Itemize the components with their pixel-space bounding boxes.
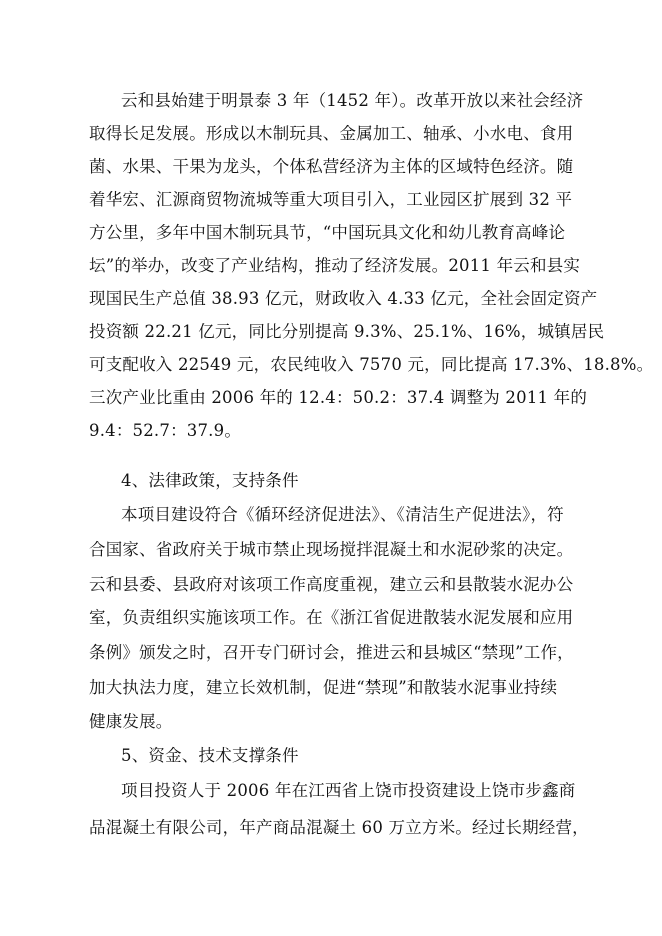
paragraph-2-line-6: 加大执法力度，建立长效机制，促进“禁现”和散装水泥事业持续 bbox=[89, 678, 558, 697]
paragraph-1-line-9: 可支配收入 22549 元，农民纯收入 7570 元，同比提高 17.3%、18.8%。 bbox=[89, 355, 654, 374]
paragraph-1-line-5: 方公里，多年中国木制玩具节，“中国玩具文化和幼儿教育高峰论 bbox=[89, 223, 566, 242]
paragraph-2-line-5: 条例》颁发之时，召开专门研讨会，推进云和县城区“禁现”工作， bbox=[89, 643, 574, 662]
section-heading-5: 5、资金、技术支撑条件 bbox=[121, 746, 299, 765]
paragraph-1-line-10: 三次产业比重由 2006 年的 12.4：50.2：37.4 调整为 2011 年的 bbox=[89, 388, 588, 407]
paragraph-2-line-4: 室，负责组织实施该项工作。在《浙江省促进散装水泥发展和应用 bbox=[89, 608, 574, 627]
paragraph-1-line-3: 菌、水果、干果为龙头，个体私营经济为主体的区域特色经济。随 bbox=[89, 157, 574, 176]
paragraph-3-line-1: 项目投资人于 2006 年在江西省上饶市投资建设上饶市步鑫商 bbox=[121, 781, 576, 800]
paragraph-1-line-7: 现国民生产总值 38.93 亿元，财政收入 4.33 亿元，全社会固定资产 bbox=[89, 289, 598, 308]
paragraph-1-line-4: 着华宏、汇源商贸物流城等重大项目引入，工业园区扩展到 32 平 bbox=[89, 190, 573, 209]
paragraph-3-line-2: 品混凝土有限公司，年产商品混凝土 60 万立方米。经过长期经营， bbox=[89, 818, 589, 837]
paragraph-1-line-1: 云和县始建于明景泰 3 年（1452 年）。改革开放以来社会经济 bbox=[121, 91, 584, 110]
paragraph-2-line-2: 合国家、省政府关于城市禁止现场搅拌混凝土和水泥砂浆的决定。 bbox=[89, 540, 574, 559]
paragraph-2-line-3: 云和县委、县政府对该项工作高度重视，建立云和县散装水泥办公 bbox=[89, 575, 574, 594]
paragraph-1-line-11: 9.4：52.7：37.9。 bbox=[89, 421, 242, 440]
paragraph-2-line-7: 健康发展。 bbox=[89, 712, 173, 731]
paragraph-2-line-1: 本项目建设符合《循环经济促进法》、《清洁生产促进法》，符 bbox=[121, 505, 564, 524]
section-heading-4: 4、法律政策，支持条件 bbox=[121, 471, 299, 490]
paragraph-1-line-8: 投资额 22.21 亿元，同比分别提高 9.3%、25.1%、16%，城镇居民 bbox=[89, 322, 605, 341]
paragraph-1-line-6: 坛”的举办，改变了产业结构，推动了经济发展。2011 年云和县实 bbox=[89, 256, 581, 275]
paragraph-1-line-2: 取得长足发展。形成以木制玩具、金属加工、轴承、小水电、食用 bbox=[89, 124, 574, 143]
